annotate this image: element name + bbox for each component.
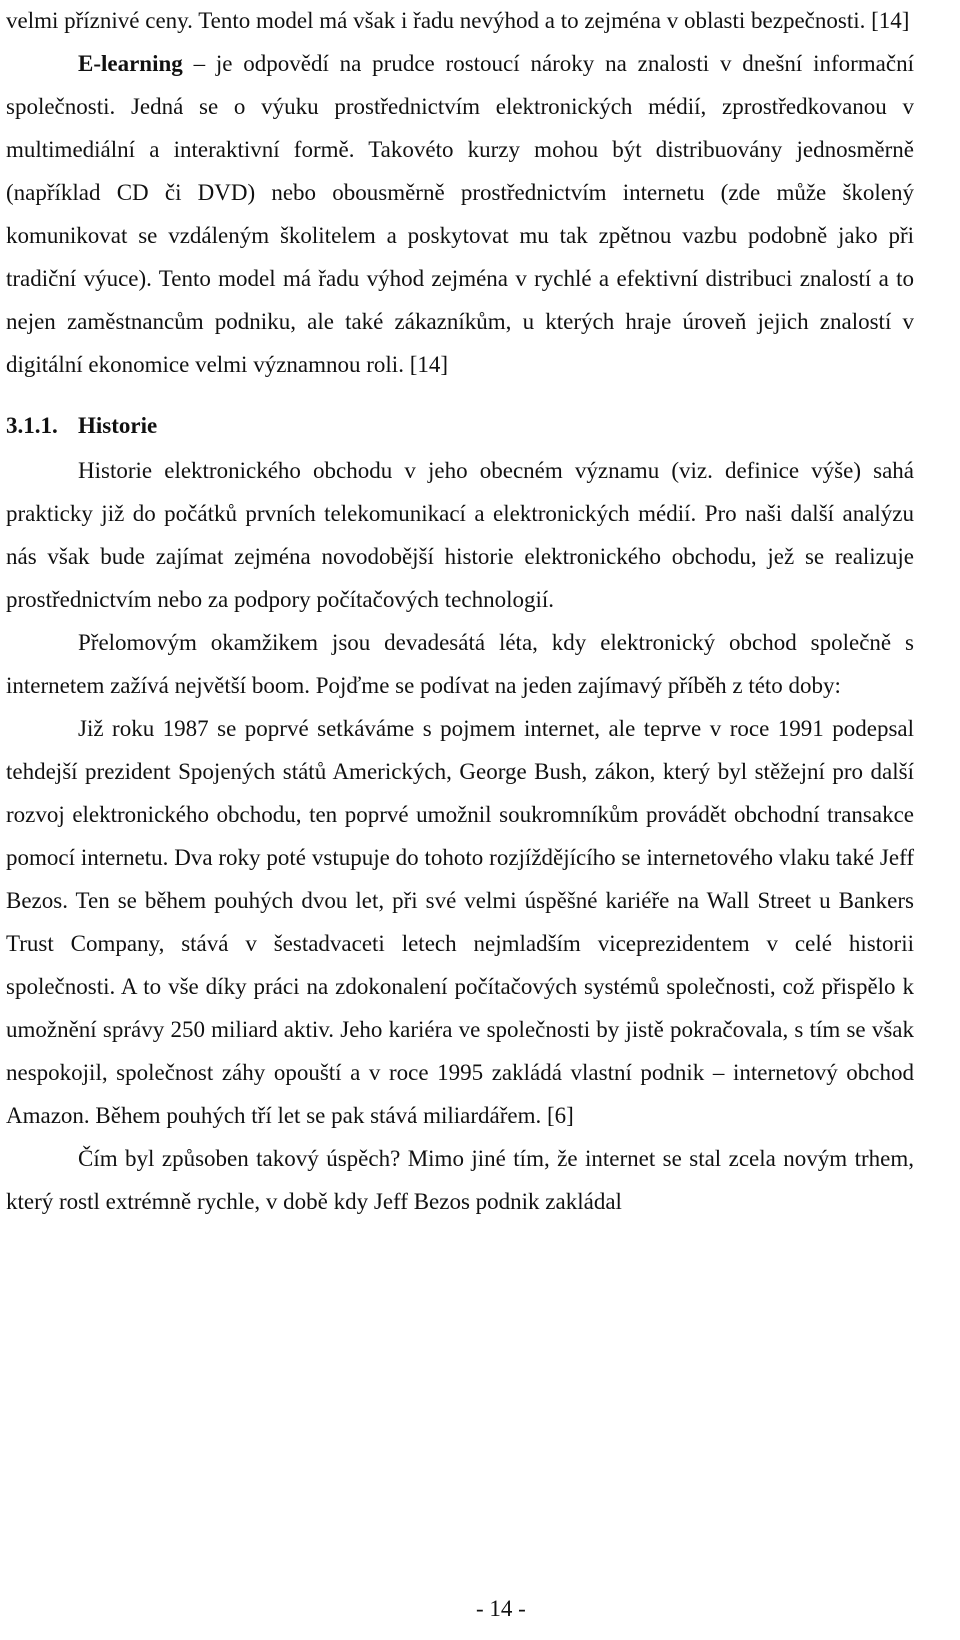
- section-number: 3.1.1.: [6, 413, 58, 438]
- page-number: - 14 -: [476, 1596, 526, 1621]
- paragraph-nineties: Přelomovým okamžikem jsou devadesátá léta, kdy elektronický obchod společně s internetem zažívá největší boom. Pojďme se podívat na jeden zajímavý příběh z této doby:: [6, 630, 914, 698]
- paragraph-success: Čím byl způsoben takový úspěch? Mimo jiné tím, že internet se stal zcela novým trhem, který rostl extrémně rychle, v době kdy Jeff Bezos podnik zakládal: [6, 1146, 914, 1214]
- term-elearning: E-learning: [78, 51, 183, 76]
- paragraph-history-intro: Historie elektronického obchodu v jeho obecném významu (viz. definice výše) sahá prakticky již do počátků prvních telekomunikací a elektronických médií. Pro naši další analýzu nás však bude zajímat zejména novodobější historie elektronického obchodu, jež se realizuje prostřednictvím nebo za podpory počítačových technologií.: [6, 458, 914, 612]
- paragraph-continuation: velmi příznivé ceny. Tento model má však i řadu nevýhod a to zejména v oblasti bezpečnosti. [14]: [6, 8, 910, 33]
- section-heading: [6, 404, 914, 447]
- paragraph-elearning: [6, 42, 914, 386]
- paragraph-elearning-body: – je odpovědí na prudce rostoucí nároky na znalosti v dnešní informační společnosti. Jedná se o výuku prostřednictvím elektronických médií, zprostředkovanou v multimediální a interaktivní formě. Takovéto kurzy mohou být distribuovány jednosměrně (například CD či DVD) nebo obousměrně prostřednictvím internetu (zde může školený komunikovat se vzdáleným školitelem a poskytovat mu tak zpětnou vazbu podobně jako při tradiční výuce). Tento model má řadu výhod zejména v rychlé a efektivní distribuci znalostí a to nejen zaměstnancům podniku, ale také zákazníkům, u kterých hraje úroveň jejich znalostí v digitální ekonomice velmi významnou roli. [14]: [6, 51, 914, 377]
- section-title: Historie: [78, 413, 158, 438]
- paragraph-bezos-story: Již roku 1987 se poprvé setkáváme s pojmem internet, ale teprve v roce 1991 podepsal tehdejší prezident Spojených států Amerických, George Bush, zákon, který byl stěžejní pro další rozvoj elektronického obchodu, ten poprvé umožnil soukromníkům provádět obchodní transakce pomocí internetu. Dva roky poté vstupuje do tohoto rozjíždějícího se internetového vlaku také Jeff Bezos. Ten se během pouhých dvou let, při své velmi úspěšné kariéře na Wall Street u Bankers Trust Company, stává v šestadvaceti letech nejmladším viceprezidentem v celé historii společnosti. A to vše díky práci na zdokonalení počítačových systémů společnosti, což přispělo k umožnění správy 250 miliard aktiv. Jeho kariéra ve společnosti by jistě pokračovala, s tím se však nespokojil, společnost záhy opouští a v roce 1995 zakládá vlastní podnik – internetový obchod Amazon. Během pouhých tří let se pak stává miliardářem. [6]: [6, 716, 914, 1128]
- document-page: [6, 0, 914, 1223]
